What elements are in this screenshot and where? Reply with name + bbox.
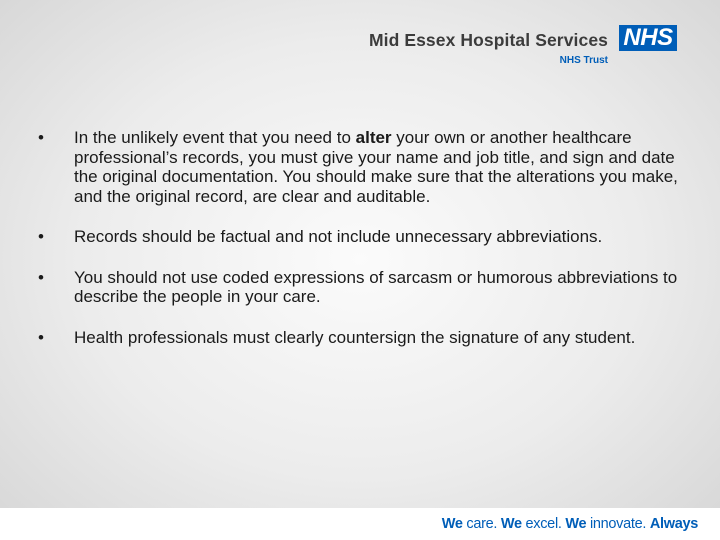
bullet-text: You should not use coded expressions of sarcasm or humorous abbreviations to describe the people in your care. bbox=[74, 267, 678, 306]
bullet-icon: • bbox=[38, 227, 44, 246]
bullet-item-factual-records bbox=[38, 227, 678, 247]
bullet-icon: • bbox=[38, 327, 44, 347]
bullet-icon: • bbox=[38, 128, 44, 147]
bullet-emphasis: alter bbox=[355, 128, 392, 147]
slide-content bbox=[38, 128, 678, 368]
bullet-list bbox=[38, 128, 678, 347]
tagline-innovate: innovate. bbox=[586, 516, 650, 532]
bullet-text: Records should be factual and not include unnecessary abbreviations. bbox=[74, 227, 603, 246]
tagline-excel: excel. bbox=[521, 516, 566, 532]
org-subtitle: NHS Trust bbox=[559, 55, 608, 66]
tagline-we: We bbox=[500, 516, 522, 532]
header bbox=[368, 22, 698, 70]
tagline-always: Always bbox=[649, 516, 698, 532]
org-name: Mid Essex Hospital Services bbox=[368, 30, 608, 50]
bullet-icon: • bbox=[38, 267, 44, 287]
bullet-text-part: In the unlikely event that you need to bbox=[74, 128, 356, 147]
bullet-item-countersign bbox=[38, 328, 678, 348]
nhs-logo: NHS bbox=[619, 25, 677, 51]
footer bbox=[0, 508, 720, 540]
tagline-we: We bbox=[441, 516, 463, 532]
tagline-care: care. bbox=[462, 516, 501, 532]
bullet-text: Health professionals must clearly countersign the signature of any student. bbox=[74, 327, 636, 347]
tagline bbox=[442, 516, 698, 532]
bullet-text-part: your own or another healthcare professional’s records, you must give your name and job title, and sign and date the original documentation. You should make sure that the alterations you make, and the original record, are clear and auditable. bbox=[74, 128, 678, 206]
bullet-item-alter-records bbox=[38, 128, 678, 206]
bullet-item-coded-expressions bbox=[38, 268, 678, 307]
tagline-we: We bbox=[565, 516, 587, 532]
